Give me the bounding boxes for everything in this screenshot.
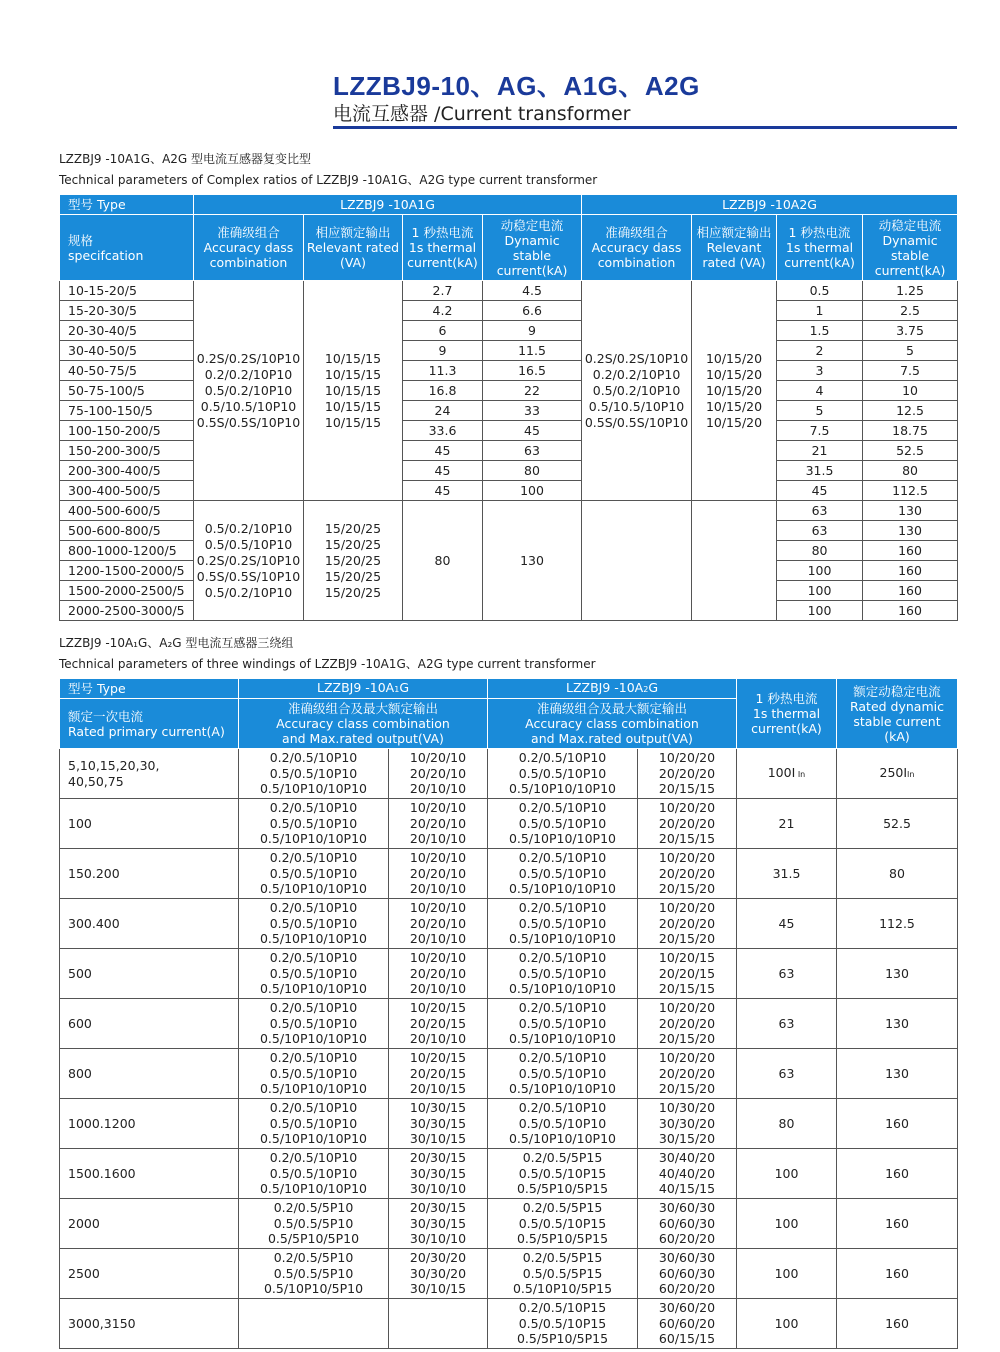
thermal-current-cell: 100: [737, 1249, 837, 1299]
thermal-current-cell: 100: [737, 1149, 837, 1199]
thermal-current-cell: 5: [777, 401, 863, 421]
spec-cell: 20-30-40/5: [60, 321, 194, 341]
accuracy-cell: 0.2S/0.2S/10P10 0.2/0.2/10P10 0.5/0.2/10P10 0.5/10.5/10P10 0.5S/0.5S/10P10: [194, 281, 304, 501]
accuracy-cell: 0.2/0.5/10P10 0.5/0.5/10P10 0.5/10P10/10P10: [239, 1099, 389, 1149]
accuracy-header: 准确级组合 Accuracy dass combination: [582, 215, 692, 281]
dynamic-current-cell: 52.5: [837, 799, 958, 849]
table1-caption-cn: LZZBJ9 -10A1G、A2G 型电流互感器复变比型: [59, 152, 312, 166]
table-row: [60, 1299, 958, 1349]
rated-output-header: 相应额定输出 Relevant rated (VA): [304, 215, 403, 281]
rated-output-cell: [389, 1299, 488, 1349]
thermal-current-header: 1 秒热电流 1s thermal current(kA): [737, 679, 837, 749]
spec-cell: 1500-2000-2500/5: [60, 581, 194, 601]
table-row: [60, 749, 958, 799]
dynamic-current-cell: 52.5: [863, 441, 958, 461]
accuracy-cell: 0.2/0.5/10P15 0.5/0.5/10P15 0.5/5P10/5P15: [488, 1299, 638, 1349]
spec-cell: 15-20-30/5: [60, 301, 194, 321]
accuracy-cell: 0.2/0.5/10P10 0.5/0.5/10P10 0.5/10P10/10P10: [488, 799, 638, 849]
rated-output-cell: 10/20/10 20/20/10 20/10/10: [389, 749, 488, 799]
dynamic-current-cell: 160: [837, 1099, 958, 1149]
accuracy-output-header: 准确级组合及最大额定输出 Accuracy class combination and Max.rated output(VA): [239, 699, 488, 749]
table-row: [60, 899, 958, 949]
rated-primary-cell: 500: [60, 949, 239, 999]
thermal-current-cell: 1: [777, 301, 863, 321]
thermal-current-cell: 33.6: [403, 421, 483, 441]
rated-output-cell: 10/20/15 20/20/15 20/10/15: [389, 1049, 488, 1099]
rated-output-cell: 30/60/30 60/60/30 60/20/20: [638, 1199, 737, 1249]
rated-primary-cell: 150.200: [60, 849, 239, 899]
accuracy-cell: 0.2/0.5/10P10 0.5/0.5/10P10 0.5/10P10/10P10: [239, 999, 389, 1049]
dynamic-current-cell: 130: [837, 949, 958, 999]
thermal-current-cell: 11.3: [403, 361, 483, 381]
accuracy-cell: 0.2/0.5/10P10 0.5/0.5/10P10 0.5/10P10/10P10: [239, 799, 389, 849]
rated-primary-cell: 800: [60, 1049, 239, 1099]
group-header-a1g: LZZBJ9 -10A1G: [239, 679, 488, 699]
rated-primary-cell: 300.400: [60, 899, 239, 949]
rated-output-cell: 20/30/20 30/30/20 30/10/15: [389, 1249, 488, 1299]
accuracy-cell: 0.2/0.5/10P10 0.5/0.5/10P10 0.5/10P10/10P10: [488, 999, 638, 1049]
dynamic-current-cell: 160: [863, 601, 958, 621]
rated-output-cell: 10/20/20 20/20/20 20/15/20: [638, 999, 737, 1049]
rated-output-cell: 20/30/15 30/30/15 30/10/10: [389, 1149, 488, 1199]
table-row: [60, 799, 958, 849]
subscript: In: [795, 769, 806, 779]
rated-output-cell: 10/20/20 20/20/20 20/15/20: [638, 899, 737, 949]
dynamic-current-cell: 11.5: [483, 341, 582, 361]
thermal-current-header: 1 秒热电流 1s thermal current(kA): [777, 215, 863, 281]
type-header: 型号 Type: [60, 679, 239, 699]
rated-output-cell: 30/60/20 60/60/20 60/15/15: [638, 1299, 737, 1349]
thermal-current-cell: 100: [737, 1299, 837, 1349]
accuracy-cell: 0.2/0.5/10P10 0.5/0.5/10P10 0.5/10P10/10P10: [488, 1099, 638, 1149]
dynamic-current-cell: 112.5: [837, 899, 958, 949]
table-row: [60, 999, 958, 1049]
rated-output-cell: 10/20/20 20/20/20 20/15/15: [638, 749, 737, 799]
accuracy-output-header: 准确级组合及最大额定输出 Accuracy class combination and Max.rated output(VA): [488, 699, 737, 749]
table-row: [60, 1099, 958, 1149]
dynamic-current-cell: 16.5: [483, 361, 582, 381]
table-row: [60, 501, 958, 521]
spec-cell: 50-75-100/5: [60, 381, 194, 401]
accuracy-cell: 0.2/0.5/5P15 0.5/0.5/10P15 0.5/5P10/5P15: [488, 1199, 638, 1249]
dynamic-current-cell: 130: [863, 501, 958, 521]
rated-output-cell: 30/40/20 40/40/20 40/15/15: [638, 1149, 737, 1199]
thermal-current-cell: 4: [777, 381, 863, 401]
spec-cell: 100-150-200/5: [60, 421, 194, 441]
thermal-current-cell: 63: [737, 949, 837, 999]
dynamic-current-cell: 130: [837, 1049, 958, 1099]
thermal-current-cell: 6: [403, 321, 483, 341]
accuracy-cell: 0.2/0.5/10P10 0.5/0.5/10P10 0.5/10P10/10P10: [239, 949, 389, 999]
rated-primary-cell: 2500: [60, 1249, 239, 1299]
table-row: [60, 949, 958, 999]
thermal-current-cell: 31.5: [777, 461, 863, 481]
rated-output-cell: 10/20/20 20/20/20 20/15/20: [638, 849, 737, 899]
thermal-current-cell: 80: [777, 541, 863, 561]
three-windings-table: [59, 678, 958, 1349]
thermal-current-cell: 3: [777, 361, 863, 381]
thermal-current-cell: 21: [777, 441, 863, 461]
rated-primary-cell: 5,10,15,20,30, 40,50,75: [60, 749, 239, 799]
thermal-current-cell: 2.7: [403, 281, 483, 301]
dynamic-current-cell: 100: [483, 481, 582, 501]
dynamic-current-header: 动稳定电流 Dynamic stable current(kA): [483, 215, 582, 281]
dynamic-current-cell: 250IIn: [837, 749, 958, 799]
dynamic-current-header: 额定动稳定电流 Rated dynamic stable current (kA): [837, 679, 958, 749]
dynamic-current-cell: 9: [483, 321, 582, 341]
spec-cell: 10-15-20/5: [60, 281, 194, 301]
rated-output-cell: 20/30/15 30/30/15 30/10/10: [389, 1199, 488, 1249]
spec-cell: 2000-2500-3000/5: [60, 601, 194, 621]
thermal-current-cell: 9: [403, 341, 483, 361]
accuracy-cell: 0.5/0.2/10P10 0.5/0.5/10P10 0.2S/0.2S/10P10 0.5S/0.5S/10P10 0.5/0.2/10P10: [194, 501, 304, 621]
rated-primary-cell: 100: [60, 799, 239, 849]
accuracy-cell: 0.2/0.5/10P10 0.5/0.5/10P10 0.5/10P10/10P10: [239, 1049, 389, 1099]
accuracy-cell: 0.2/0.5/10P10 0.5/0.5/10P10 0.5/10P10/10P10: [239, 749, 389, 799]
table-row: [60, 1199, 958, 1249]
accuracy-cell: 0.2/0.5/10P10 0.5/0.5/10P10 0.5/10P10/10P10: [239, 849, 389, 899]
dynamic-current-cell: 45: [483, 421, 582, 441]
spec-cell: 30-40-50/5: [60, 341, 194, 361]
rated-primary-cell: 1000.1200: [60, 1099, 239, 1149]
table2-caption-en: Technical parameters of three windings of LZZBJ9 -10A1G、A2G type current transformer: [59, 657, 596, 671]
accuracy-cell: 0.2/0.5/10P10 0.5/0.5/10P10 0.5/10P10/10P10: [488, 749, 638, 799]
accuracy-cell: 0.2/0.5/10P10 0.5/0.5/10P10 0.5/10P10/10P10: [488, 1049, 638, 1099]
thermal-current-cell: 4.2: [403, 301, 483, 321]
accuracy-header: 准确级组合 Accuracy dass combination: [194, 215, 304, 281]
rated-output-cell: 10/20/10 20/20/10 20/10/10: [389, 849, 488, 899]
dynamic-current-cell: 112.5: [863, 481, 958, 501]
thermal-current-cell: 2: [777, 341, 863, 361]
rated-primary-cell: 3000,3150: [60, 1299, 239, 1349]
dynamic-current-cell: 22: [483, 381, 582, 401]
thermal-current-cell: 45: [737, 899, 837, 949]
dynamic-current-cell: 160: [837, 1299, 958, 1349]
dynamic-current-cell: 18.75: [863, 421, 958, 441]
dynamic-current-cell: 160: [837, 1249, 958, 1299]
dynamic-current-cell: 160: [837, 1149, 958, 1199]
thermal-current-cell: 80: [403, 501, 483, 621]
thermal-current-cell: 63: [777, 521, 863, 541]
rated-output-cell: [692, 501, 777, 621]
dynamic-current-cell: 160: [863, 581, 958, 601]
dynamic-current-cell: 63: [483, 441, 582, 461]
accuracy-cell: 0.2/0.5/10P10 0.5/0.5/10P10 0.5/10P10/10P10: [488, 899, 638, 949]
rated-output-cell: 10/15/15 10/15/15 10/15/15 10/15/15 10/15/15: [304, 281, 403, 501]
accuracy-cell: [582, 501, 692, 621]
rated-output-cell: 10/20/10 20/20/10 20/10/10: [389, 799, 488, 849]
title-rule: [333, 126, 957, 129]
thermal-current-cell: 21: [737, 799, 837, 849]
thermal-current-cell: 63: [737, 1049, 837, 1099]
dynamic-current-cell: 4.5: [483, 281, 582, 301]
rated-output-cell: 10/20/15 20/20/15 20/15/15: [638, 949, 737, 999]
dynamic-current-cell: 160: [837, 1199, 958, 1249]
thermal-current-cell: 100: [777, 581, 863, 601]
spec-cell: 200-300-400/5: [60, 461, 194, 481]
subscript: In: [907, 769, 915, 779]
thermal-current-cell: 1.5: [777, 321, 863, 341]
thermal-current-cell: 16.8: [403, 381, 483, 401]
spec-cell: 300-400-500/5: [60, 481, 194, 501]
dynamic-current-cell: 7.5: [863, 361, 958, 381]
dynamic-current-cell: 2.5: [863, 301, 958, 321]
thermal-current-cell: 45: [403, 441, 483, 461]
accuracy-cell: 0.2/0.5/5P15 0.5/0.5/10P15 0.5/5P10/5P15: [488, 1149, 638, 1199]
dynamic-current-cell: 3.75: [863, 321, 958, 341]
thermal-current-cell: 45: [777, 481, 863, 501]
dynamic-current-cell: 80: [863, 461, 958, 481]
rated-primary-cell: 600: [60, 999, 239, 1049]
type-header: 型号 Type: [60, 195, 194, 215]
rated-output-cell: 10/20/15 20/20/15 20/10/10: [389, 999, 488, 1049]
spec-cell: 400-500-600/5: [60, 501, 194, 521]
dynamic-current-cell: 33: [483, 401, 582, 421]
dynamic-current-cell: 160: [863, 561, 958, 581]
page-title: LZZBJ9-10、AG、A1G、A2G: [333, 71, 700, 101]
accuracy-cell: 0.2/0.5/5P15 0.5/0.5/5P15 0.5/10P10/5P15: [488, 1249, 638, 1299]
spec-header: 规格 specifcation: [60, 215, 194, 281]
spec-cell: 40-50-75/5: [60, 361, 194, 381]
rated-output-cell: 10/20/20 20/20/20 20/15/20: [638, 1049, 737, 1099]
rated-primary-cell: 2000: [60, 1199, 239, 1249]
accuracy-cell: 0.2/0.5/5P10 0.5/0.5/5P10 0.5/5P10/5P10: [239, 1199, 389, 1249]
rated-output-header: 相应额定输出 Relevant rated (VA): [692, 215, 777, 281]
group-header-a2g: LZZBJ9 -10A2G: [582, 195, 958, 215]
thermal-current-cell: 24: [403, 401, 483, 421]
rated-output-cell: 10/20/10 20/20/10 20/10/10: [389, 949, 488, 999]
thermal-current-cell: 0.5: [777, 281, 863, 301]
table2-caption-cn: LZZBJ9 -10A₁G、A₂G 型电流互感器三绕组: [59, 636, 294, 650]
thermal-current-cell: 45: [403, 461, 483, 481]
thermal-current-cell: 45: [403, 481, 483, 501]
accuracy-cell: 0.2S/0.2S/10P10 0.2/0.2/10P10 0.5/0.2/10P10 0.5/10.5/10P10 0.5S/0.5S/10P10: [582, 281, 692, 501]
rated-output-cell: 10/20/20 20/20/20 20/15/15: [638, 799, 737, 849]
thermal-current-cell: 31.5: [737, 849, 837, 899]
thermal-current-cell: 100: [777, 601, 863, 621]
thermal-current-cell: 100: [737, 1199, 837, 1249]
dynamic-current-cell: 12.5: [863, 401, 958, 421]
rated-primary-header: 额定一次电流 Rated primary current(A): [60, 699, 239, 749]
dynamic-current-cell: 160: [863, 541, 958, 561]
table1-caption-en: Technical parameters of Complex ratios of LZZBJ9 -10A1G、A2G type current transformer: [59, 173, 598, 187]
spec-cell: 1200-1500-2000/5: [60, 561, 194, 581]
spec-cell: 150-200-300/5: [60, 441, 194, 461]
thermal-current-cell: 63: [737, 999, 837, 1049]
table-row: [60, 1149, 958, 1199]
table-row: [60, 281, 958, 301]
accuracy-cell: 0.2/0.5/10P10 0.5/0.5/10P10 0.5/10P10/10P10: [239, 899, 389, 949]
accuracy-cell: 0.2/0.5/10P10 0.5/0.5/10P10 0.5/10P10/10P10: [488, 949, 638, 999]
complex-ratio-table: [59, 194, 958, 621]
thermal-current-cell: 7.5: [777, 421, 863, 441]
table-row: [60, 849, 958, 899]
group-header-a2g: LZZBJ9 -10A2G: [488, 679, 737, 699]
rated-output-cell: 10/30/20 30/30/20 30/15/20: [638, 1099, 737, 1149]
thermal-current-cell: 63: [777, 501, 863, 521]
thermal-current-cell: 100: [777, 561, 863, 581]
rated-output-cell: 10/20/10 20/20/10 20/10/10: [389, 899, 488, 949]
dynamic-current-header: 动稳定电流 Dynamic stable current(kA): [863, 215, 958, 281]
dynamic-current-cell: 130: [837, 999, 958, 1049]
spec-cell: 75-100-150/5: [60, 401, 194, 421]
thermal-current-header: 1 秒热电流 1s thermal current(kA): [403, 215, 483, 281]
accuracy-cell: 0.2/0.5/5P10 0.5/0.5/5P10 0.5/10P10/5P10: [239, 1249, 389, 1299]
rated-output-cell: 15/20/25 15/20/25 15/20/25 15/20/25 15/20/25: [304, 501, 403, 621]
page-subtitle: 电流互感器 /Current transformer: [333, 103, 631, 125]
dynamic-current-cell: 1.25: [863, 281, 958, 301]
dynamic-current-cell: 6.6: [483, 301, 582, 321]
dynamic-current-cell: 80: [483, 461, 582, 481]
table-row: [60, 1049, 958, 1099]
table-row: [60, 1249, 958, 1299]
accuracy-cell: 0.2/0.5/10P10 0.5/0.5/10P10 0.5/10P10/10P10: [488, 849, 638, 899]
dynamic-current-cell: 130: [863, 521, 958, 541]
rated-primary-cell: 1500.1600: [60, 1149, 239, 1199]
rated-output-cell: 30/60/30 60/60/30 60/20/20: [638, 1249, 737, 1299]
spec-cell: 800-1000-1200/5: [60, 541, 194, 561]
group-header-a1g: LZZBJ9 -10A1G: [194, 195, 582, 215]
accuracy-cell: [239, 1299, 389, 1349]
spec-cell: 500-600-800/5: [60, 521, 194, 541]
rated-output-cell: 10/30/15 30/30/15 30/10/15: [389, 1099, 488, 1149]
thermal-current-cell: 80: [737, 1099, 837, 1149]
dynamic-current-cell: 130: [483, 501, 582, 621]
accuracy-cell: 0.2/0.5/10P10 0.5/0.5/10P10 0.5/10P10/10P10: [239, 1149, 389, 1199]
dynamic-current-cell: 10: [863, 381, 958, 401]
dynamic-current-cell: 5: [863, 341, 958, 361]
thermal-current-cell: 100I In: [737, 749, 837, 799]
rated-output-cell: 10/15/20 10/15/20 10/15/20 10/15/20 10/15/20: [692, 281, 777, 501]
dynamic-current-cell: 80: [837, 849, 958, 899]
